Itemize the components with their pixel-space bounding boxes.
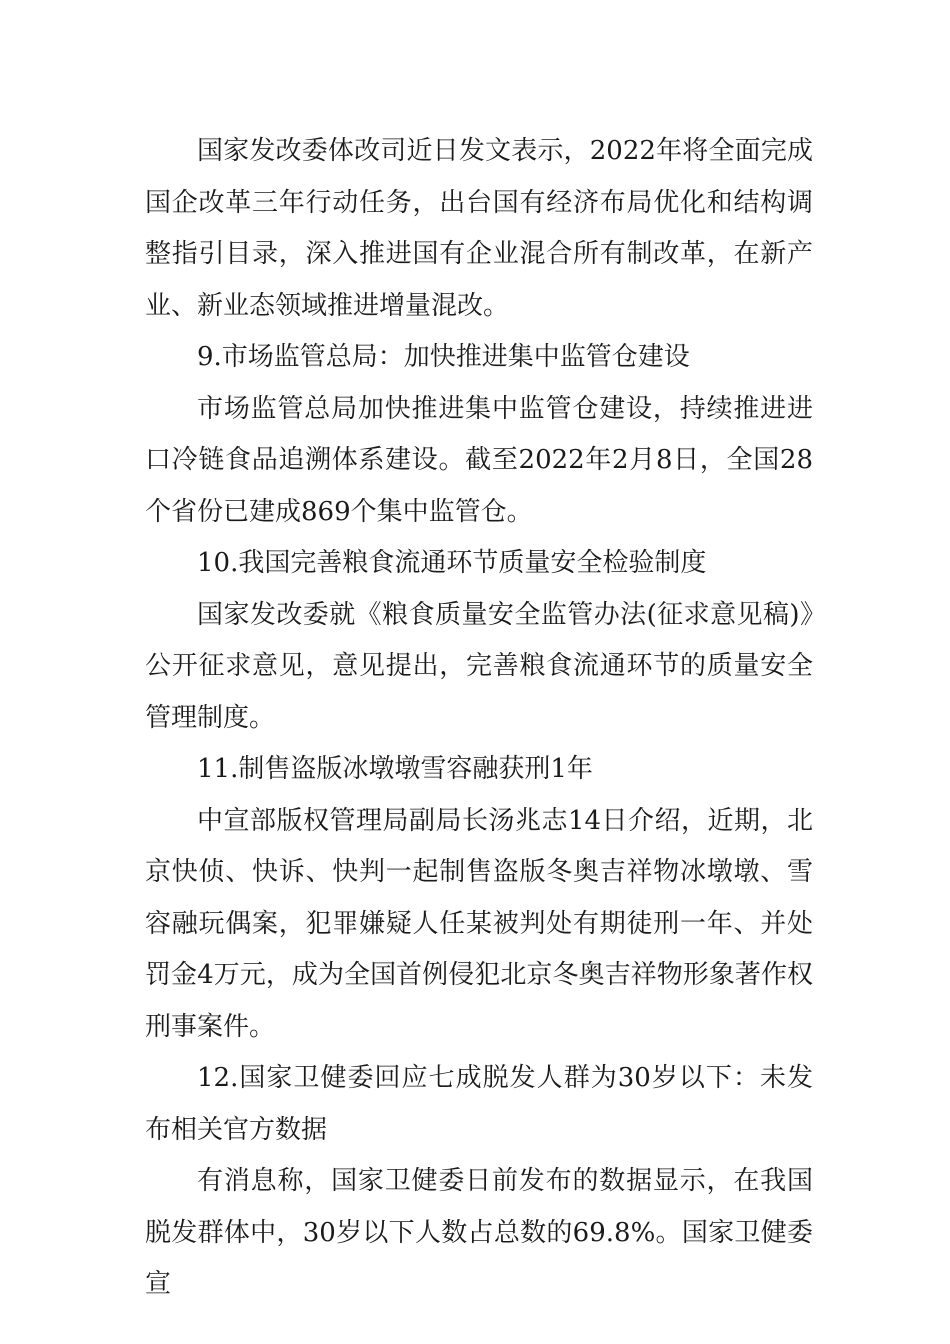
- heading-item-10: 10.我国完善粮食流通环节质量安全检验制度: [197, 548, 707, 578]
- paragraph-piracy-case: 中宣部版权管理局副局长汤兆志14日介绍，近期，北京快侦、快诉、快判一起制售盗版冬奥吉祥物冰墩墩、雪容融玩偶案，犯罪嫌疑人任某被判处有期徒刑一年、并处罚金4万元，成为全国首例侵犯北京冬奥吉祥物形象著作权刑事案件。: [145, 805, 813, 1042]
- heading-item-9: 9.市场监管总局：加快推进集中监管仓建设: [197, 342, 690, 372]
- paragraph-grain-quality: 国家发改委就《粮食质量安全监管办法(征求意见稿)》公开征求意见，意见提出，完善粮食流通环节的质量安全管理制度。: [145, 599, 813, 733]
- paragraph-hair-loss-data: 有消息称，国家卫健委日前发布的数据显示，在我国脱发群体中，30岁以下人数占总数的69.8%。国家卫健委宣: [145, 1166, 813, 1299]
- heading-item-12: 12.国家卫健委回应七成脱发人群为30岁以下：未发布相关官方数据: [145, 1063, 813, 1145]
- document-body: [145, 126, 813, 1311]
- paragraph-market-supervision: 市场监管总局加快推进集中监管仓建设，持续推进进口冷链食品追溯体系建设。截至2022年2月8日，全国28个省份已建成869个集中监管仓。: [145, 393, 813, 527]
- heading-item-11: 11.制售盗版冰墩墩雪容融获刑1年: [197, 754, 593, 784]
- paragraph-reform-notice: 国家发改委体改司近日发文表示，2022年将全面完成国企改革三年行动任务，出台国有经济布局优化和结构调整指引目录，深入推进国有企业混合所有制改革，在新产业、新业态领域推进增量混改。: [145, 136, 813, 321]
